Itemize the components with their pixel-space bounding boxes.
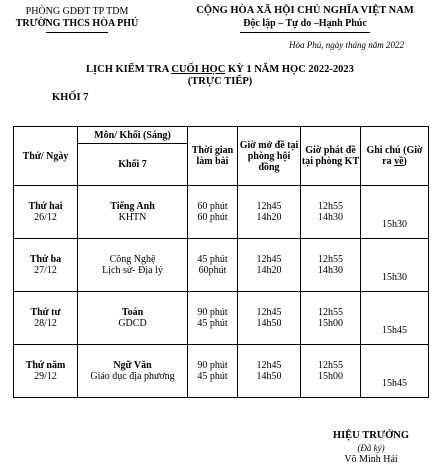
department-name: PHÒNG GDĐT TP TDM	[25, 6, 129, 17]
school-underline	[46, 32, 108, 33]
open-time-1: 12h45	[256, 359, 282, 371]
subject-cell	[78, 239, 188, 292]
header-hand-time: Giờ phát đề tại phòng KT	[301, 127, 361, 186]
open-time-2: 14h50	[256, 318, 282, 329]
hand-time-2: 15h00	[318, 371, 343, 382]
note-cell	[361, 239, 429, 292]
subject-cell	[78, 345, 188, 398]
table-row	[14, 186, 429, 239]
subject-2: Lịch sử- Địa lý	[102, 265, 163, 276]
duration-1: 90 phút	[197, 359, 228, 371]
note-pre: Ghi chú (Giờ ra	[366, 145, 423, 167]
subject-1: Toán	[121, 306, 144, 318]
school-name: TRƯỜNG THCS HÒA PHÚ	[15, 18, 139, 29]
title-line-2: (TRỰC TIẾP)	[187, 76, 253, 87]
duration-cell	[188, 239, 238, 292]
subject-1: Công Nghệ	[109, 253, 156, 265]
day-name: Thứ năm	[25, 359, 66, 371]
title-underlined: CUỐI HỌC	[171, 64, 226, 75]
duration-cell	[188, 345, 238, 398]
end-time: 15h30	[382, 272, 407, 283]
open-time-cell	[238, 239, 301, 292]
duration-2: 60 phút	[197, 212, 228, 223]
day-name: Thứ ba	[29, 253, 62, 265]
duration-1: 90 phút	[197, 306, 228, 318]
header-day: Thứ/ Ngày	[14, 127, 78, 186]
end-time: 15h30	[382, 219, 407, 230]
note-cell	[361, 292, 429, 345]
exam-schedule-table	[13, 126, 429, 398]
day-date: 29/12	[34, 371, 57, 382]
national-motto: Độc lập – Tự do –Hạnh Phúc	[243, 18, 367, 29]
open-time-cell	[238, 186, 301, 239]
nation-name: CỘNG HÒA XÃ HỘI CHỦ NGHĨA VIỆT NAM	[196, 5, 414, 16]
hand-time-2: 15h00	[318, 318, 343, 329]
duration-cell	[188, 186, 238, 239]
header-note	[361, 127, 429, 186]
grade-label: KHỐI 7	[52, 92, 89, 103]
hand-time-cell	[301, 292, 361, 345]
open-time-1: 12h45	[256, 200, 282, 212]
open-time-1: 12h45	[256, 253, 282, 265]
hand-time-1: 12h55	[318, 359, 343, 371]
note-underlined: về	[394, 156, 404, 167]
signer-role: HIỆU TRƯỞNG	[332, 430, 410, 441]
subject-cell	[78, 292, 188, 345]
hand-time-cell	[301, 345, 361, 398]
signature-block	[326, 430, 416, 466]
open-time-2: 14h20	[256, 265, 282, 276]
hand-time-1: 12h55	[318, 200, 343, 212]
subject-1: Tiếng Anh	[110, 200, 155, 212]
hand-time-2: 14h30	[318, 265, 343, 276]
title-line-1	[0, 64, 440, 76]
duration-2: 45 phút	[197, 371, 228, 382]
open-time-1: 12h45	[256, 306, 282, 318]
dateline: Hòa Phú, ngày tháng năm 2022	[289, 40, 404, 50]
duration-cell	[188, 292, 238, 345]
subject-1: Ngữ Văn	[113, 359, 152, 371]
hand-time-2: 14h30	[318, 212, 343, 223]
duration-2: 60phút	[198, 265, 227, 276]
day-name: Thứ hai	[28, 200, 63, 212]
day-date: 28/12	[34, 318, 57, 329]
open-time-cell	[238, 292, 301, 345]
header-subject: Khối 7	[78, 144, 188, 186]
hand-time-cell	[301, 186, 361, 239]
day-cell	[14, 186, 78, 239]
day-date: 26/12	[34, 212, 57, 223]
duration-1: 45 phút	[197, 253, 228, 265]
table-row	[14, 292, 429, 345]
document-title	[0, 64, 440, 88]
note-cell	[361, 345, 429, 398]
signed-note: (Đã ký)	[357, 443, 385, 453]
day-cell	[14, 292, 78, 345]
title-pre: LỊCH KIỂM TRA	[86, 64, 172, 75]
subject-2: KHTN	[118, 212, 147, 223]
open-time-cell	[238, 345, 301, 398]
issuing-office	[12, 6, 142, 33]
open-time-2: 14h20	[256, 212, 282, 223]
day-name: Thứ tư	[30, 306, 61, 318]
signer-name: Võ Minh Hải	[344, 454, 398, 465]
open-time-2: 14h50	[256, 371, 282, 382]
note-cell	[361, 186, 429, 239]
header-duration: Thời gian làm bài	[188, 127, 238, 186]
table-row	[14, 239, 429, 292]
table-row	[14, 345, 429, 398]
duration-2: 45 phút	[197, 318, 228, 329]
note-post: )	[403, 156, 407, 167]
hand-time-1: 12h55	[318, 306, 343, 318]
day-date: 27/12	[34, 265, 57, 276]
day-cell	[14, 239, 78, 292]
subject-2: Giáo dục địa phương	[90, 371, 175, 382]
duration-1: 60 phút	[197, 200, 228, 212]
title-post: KỲ 1 NĂM HỌC 2022-2023	[225, 64, 354, 75]
subject-cell	[78, 186, 188, 239]
subject-2: GDCD	[118, 318, 147, 329]
day-cell	[14, 345, 78, 398]
hand-time-cell	[301, 239, 361, 292]
national-header	[180, 4, 430, 33]
end-time: 15h45	[382, 378, 407, 389]
motto-underline	[240, 32, 370, 33]
header-subject-group: Môn/ Khối (Sáng)	[78, 127, 188, 144]
end-time: 15h45	[382, 325, 407, 336]
header-open-time: Giờ mở đề tại phòng hội đồng	[238, 127, 301, 186]
hand-time-1: 12h55	[318, 253, 343, 265]
